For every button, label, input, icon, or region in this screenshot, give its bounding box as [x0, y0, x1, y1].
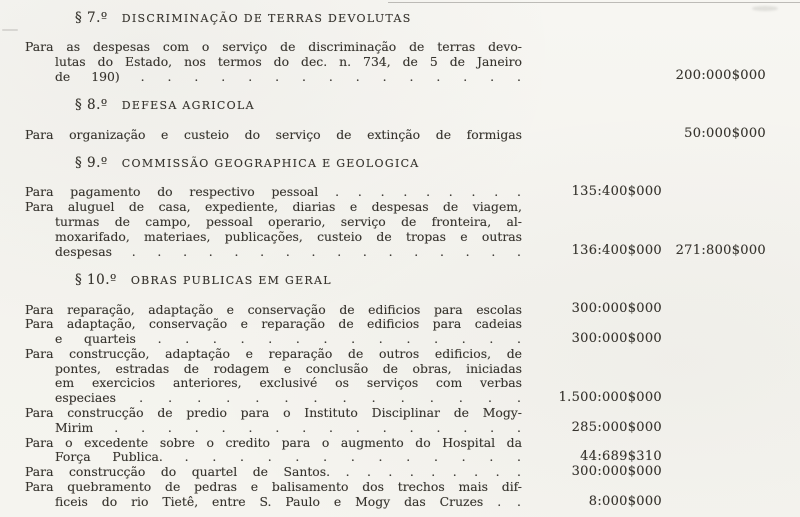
entry-line: Para construcção, adaptação e reparação de outros edificios, de [25, 345, 522, 361]
entry-text [25, 317, 522, 347]
entry-line: ficeis do rio Tietê, entre S. Paulo e Mogy das Cruzes . . [55, 493, 522, 509]
amount-col2: 50:000$000 [684, 126, 766, 142]
section-title: COMMISSÃO GEOGRAPHICA E GEOLOGICA [121, 157, 420, 171]
entry-line: lutas do Estado, nos termos do dec. n. 734, de 5 de Janeiro [55, 53, 522, 69]
entry-text [25, 465, 522, 480]
amount-col1: 1.500:000$000 [558, 390, 662, 406]
amount-col1: 300:000$000 [571, 301, 662, 317]
entry-line: moxarifado, materiaes, publicações, custeio de tropas e outras [55, 228, 522, 244]
entry-line: Para organização e custeio do serviço de extinção de formigas [25, 126, 522, 142]
budget-entry [25, 406, 791, 436]
section-heading-10 [25, 272, 791, 289]
scan-artifact-left-mark [2, 29, 18, 31]
entry-text [25, 128, 522, 143]
section-heading-7 [25, 10, 791, 27]
budget-entry [25, 200, 791, 259]
dot-leader: . . . . . . . . . . . . . [184, 449, 522, 465]
entry-text [25, 347, 522, 406]
amount-col1: 285:000$000 [571, 419, 662, 435]
dot-leader: . . . . . . . . . [345, 464, 522, 480]
budget-entry [25, 185, 791, 200]
section-title: DEFESA AGRICOLA [121, 99, 255, 113]
section-heading-8 [25, 97, 791, 114]
entry-line: Para reparação, adaptação e conservação de edificios para escolas [25, 301, 522, 317]
amount-col1: 300:000$000 [571, 330, 662, 346]
entry-line: Mirim . . . . . . . . . . . . . . . . [55, 419, 522, 435]
dot-leader: . . . . . . . . . [335, 184, 522, 200]
budget-entry [25, 302, 791, 317]
entry-line: Para o excedente sobre o credito para o augmento do Hospital da [25, 434, 522, 450]
entry-line: Para aluguel de casa, expediente, diarias e despesas de viagem, [25, 199, 522, 215]
budget-entry [25, 436, 791, 466]
section-mark: § 9.º [75, 155, 108, 172]
entry-line: Para as despesas com o serviço de discriminação de terras devo- [25, 39, 522, 54]
amount-col2: 271:800$000 [675, 243, 766, 259]
entry-line: Para quebramento de pedras e balisamento dos trechos mais dif- [25, 479, 522, 495]
entry-line: de 190) . . . . . . . . . . . . . . . [55, 68, 522, 84]
entry-text [25, 436, 522, 466]
entry-text [25, 303, 522, 318]
dot-leader: . . . . . . . . . . . . . . . [140, 68, 522, 84]
entry-line: Força Publica. . . . . . . . . . . . . . [55, 449, 522, 465]
section-heading-9 [25, 155, 791, 172]
entry-text [25, 185, 522, 200]
budget-entry [25, 347, 791, 406]
dot-leader: . . . . . . . . . . . . . . . . [114, 419, 522, 435]
amount-col1: 8:000$000 [588, 493, 662, 509]
entry-line: Para adaptação, conservação e reparação de edificios para cadeias [25, 316, 522, 332]
amount-col1: 136:400$000 [571, 243, 662, 259]
section-mark: § 8.º [75, 97, 108, 114]
dot-leader: . . . . . . . . . . . . . . [139, 390, 522, 406]
entry-text [25, 406, 522, 436]
section-mark: § 7.º [75, 10, 108, 26]
entry-line: pontes, estradas de rodagem e conclusão de obras, iniciadas [55, 360, 522, 376]
dot-leader: . . [497, 493, 522, 509]
entry-line: despesas . . . . . . . . . . . . . . . . [55, 243, 522, 259]
dot-leader: . . . . . . . . . . . . . . . . [131, 243, 522, 259]
entry-line: Para construcção do quartel de Santos. . . . . . . . . . [25, 464, 522, 480]
entry-line: turmas de campo, pessoal operario, serviço de fronteira, al- [55, 214, 522, 229]
entry-text [25, 200, 522, 259]
budget-entry [25, 480, 791, 510]
amount-col1: 135:400$000 [571, 184, 662, 200]
entry-line: Para pagamento do respectivo pessoal . . . . . . . . . [25, 184, 522, 200]
budget-entry [25, 40, 791, 84]
dot-leader: . . . . . . . . . . . . . . [157, 331, 522, 347]
entry-line: em exercicios anteriores, exclusivé os serviços com verbas [55, 375, 522, 391]
entry-line: Para construcção de predio para o Instituto Disciplinar de Mogy- [25, 405, 522, 421]
entry-text [25, 480, 522, 510]
budget-entry [25, 465, 791, 480]
section-title: OBRAS PUBLICAS EM GERAL [130, 274, 332, 288]
entry-line: especiaes . . . . . . . . . . . . . . [55, 390, 522, 406]
budget-entry [25, 127, 791, 142]
scan-artifact-top-line [388, 2, 800, 3]
budget-entry [25, 317, 791, 347]
amount-col1: 44:689$310 [580, 449, 662, 465]
amount-col2: 200:000$000 [675, 68, 766, 84]
entry-line: e quarteis . . . . . . . . . . . . . . [55, 331, 522, 347]
entry-text [25, 40, 522, 84]
amount-col1: 300:000$000 [571, 464, 662, 480]
section-mark: § 10.º [75, 272, 117, 289]
section-title: DISCRIMINAÇÃO DE TERRAS DEVOLUTAS [121, 12, 412, 25]
